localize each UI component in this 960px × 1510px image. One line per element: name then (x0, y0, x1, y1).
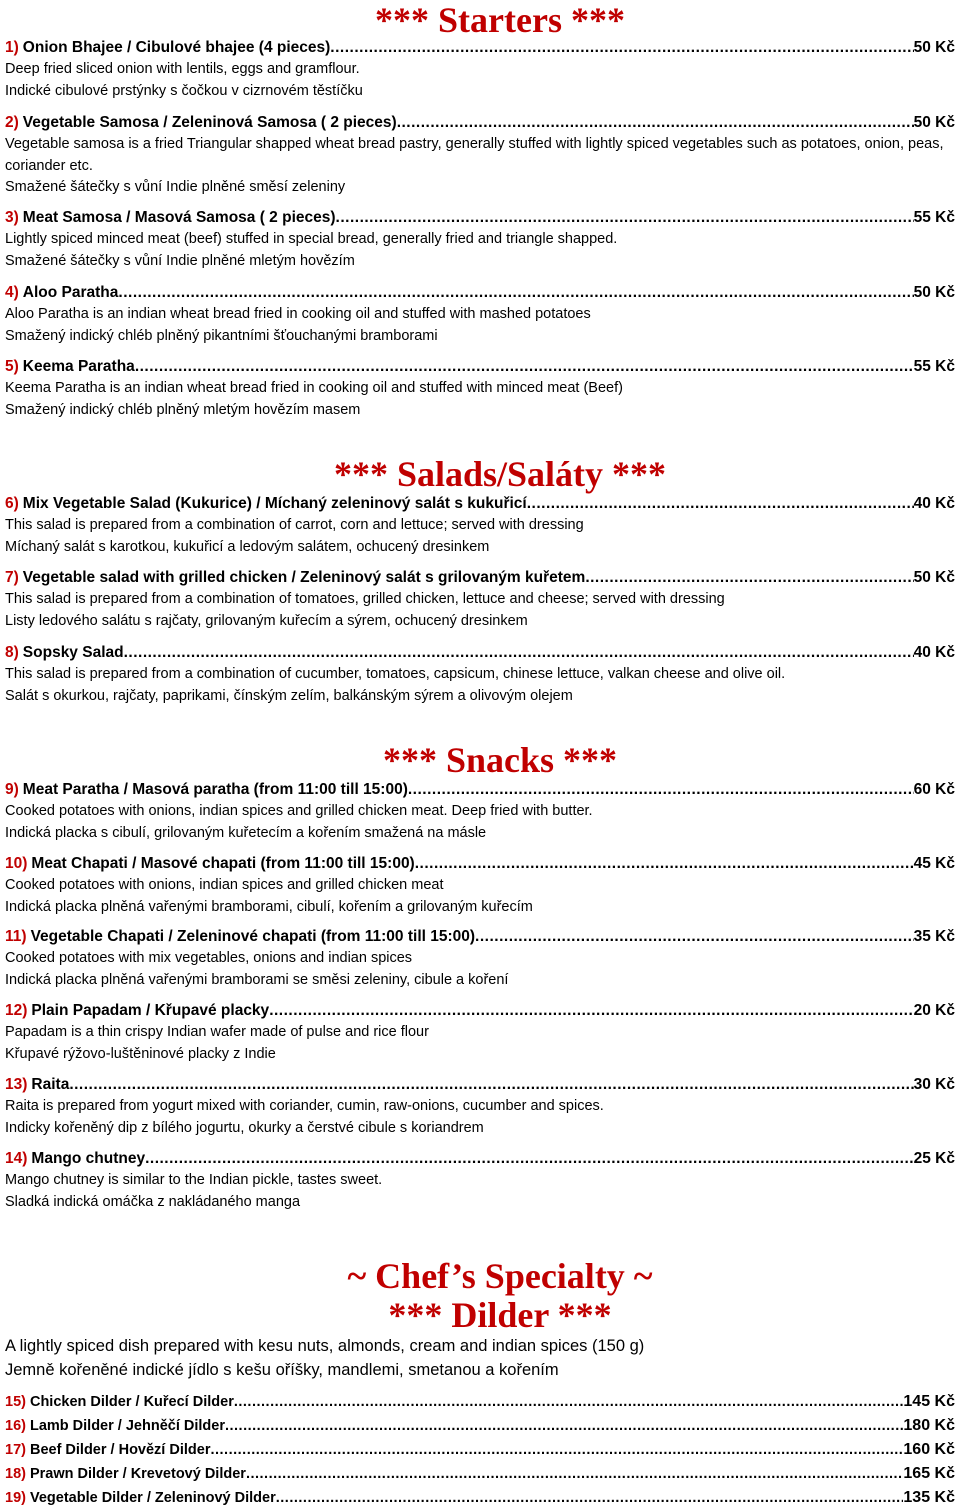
dot-leader (397, 112, 914, 134)
item-description-cz: Sladká indická omáčka z nakládaného manga (5, 1193, 301, 1210)
item-heading (5, 1074, 955, 1096)
item-description-cz: Křupavé rýžovo-luštěninové placky z Indie (5, 1045, 276, 1062)
item-price: 180 Kč (903, 1417, 955, 1434)
dot-leader (408, 779, 914, 801)
item-name: Chicken Dilder / Kuřecí Dilder (29, 1394, 234, 1410)
item-description-en: Aloo Paratha is an indian wheat bread fried in cooking oil and stuffed with mashed potatoes (5, 306, 591, 322)
dot-leader (234, 1390, 904, 1414)
item-heading (5, 207, 955, 229)
item-price: 20 Kč (913, 1002, 955, 1019)
item-number: 18) (5, 1466, 26, 1482)
item-description-en: Lightly spiced minced meat (beef) stuffed in special bread, generally fried and triangle shapped. (5, 231, 618, 247)
item-price: 25 Kč (913, 1150, 955, 1167)
item-description-en: Raita is prepared from yogurt mixed with coriander, cumin, raw-onions, cucumber and spices. (5, 1098, 604, 1114)
item-description-en: This salad is prepared from a combination of cucumber, tomatoes, capsicum, chinese lettuce, valkan cheese and olive oil. (5, 666, 786, 682)
section-title-dilder: *** Dilder *** (388, 1295, 612, 1335)
item-price: 50 Kč (913, 569, 955, 586)
item-price: 60 Kč (913, 781, 955, 798)
item-description-cz: Indicky kořeněný dip z bílého jogurtu, okurky a čerstvé cibule s koriandrem (5, 1119, 484, 1136)
item-number: 11) (5, 928, 27, 945)
section-title-starters: *** Starters *** (375, 0, 625, 40)
item-number: 15) (5, 1394, 26, 1410)
item-description-en: Cooked potatoes with mix vegetables, onions and indian spices (5, 950, 413, 966)
item-price: 145 Kč (903, 1393, 955, 1410)
menu-item (5, 493, 955, 558)
item-description-en: Papadam is a thin crispy Indian wafer made of pulse and rice flour (5, 1024, 429, 1040)
item-name: Aloo Paratha (22, 284, 119, 301)
dot-leader (145, 1148, 914, 1170)
dot-leader (135, 356, 914, 378)
item-name: Mango chutney (31, 1150, 146, 1167)
item-description-cz: Indická placka plněná vařenými bramborami, cibulí, kořením a grilovaným kuřecím (5, 898, 533, 915)
item-description-en: Keema Paratha is an indian wheat bread fried in cooking oil and stuffed with minced meat (Beef) (5, 380, 623, 396)
item-name: Vegetable Dilder / Zeleninový Dilder (29, 1490, 276, 1506)
item-description-en: Vegetable samosa is a fried Triangular shapped wheat bread pastry, generally stuffed with lightly spiced vegetables such as potatoes, onion, peas, coriander etc. (5, 136, 944, 174)
item-number: 4) (5, 284, 19, 301)
menu-item (5, 1074, 955, 1139)
item-description-en: Mango chutney is similar to the Indian pickle, tastes sweet. (5, 1172, 383, 1188)
item-price: 135 Kč (903, 1489, 955, 1506)
item-price: 40 Kč (913, 644, 955, 661)
item-price: 55 Kč (913, 209, 955, 226)
menu-item (5, 1000, 955, 1065)
item-heading (5, 567, 955, 589)
item-number: 14) (5, 1150, 28, 1167)
dilder-dish (5, 1438, 955, 1462)
item-price: 30 Kč (913, 1076, 955, 1093)
item-name: Prawn Dilder / Krevetový Dilder (29, 1466, 246, 1482)
item-name: Beef Dilder / Hovězí Dilder (29, 1442, 211, 1458)
dot-leader (475, 926, 914, 948)
dilder-intro (5, 1334, 955, 1382)
item-number: 1) (5, 39, 19, 56)
dot-leader (210, 1438, 903, 1462)
section-title-salads: *** Salads/Saláty *** (333, 454, 667, 494)
dot-leader (118, 282, 913, 304)
item-description-en: This salad is prepared from a combination of tomatoes, grilled chicken, lettuce and cheese; served with dressing (5, 591, 725, 607)
item-number: 5) (5, 358, 19, 375)
item-price: 50 Kč (913, 284, 955, 301)
dot-leader (527, 493, 914, 515)
dot-leader (269, 1000, 913, 1022)
item-description-cz: Smažený indický chléb plněný pikantními šťouchanými bramborami (5, 327, 438, 344)
dot-leader (330, 37, 913, 59)
item-number: 17) (5, 1442, 26, 1458)
item-description-en: Deep fried sliced onion with lentils, eggs and gramflour. (5, 61, 360, 77)
item-name: Onion Bhajee / Cibulové bhajee (4 pieces) (22, 39, 331, 56)
item-name: Meat Samosa / Masová Samosa ( 2 pieces) (22, 209, 336, 226)
dilder-dish (5, 1486, 955, 1510)
item-name: Raita (31, 1076, 70, 1093)
item-price: 165 Kč (903, 1465, 955, 1482)
item-number: 6) (5, 495, 19, 512)
item-price: 40 Kč (913, 495, 955, 512)
item-name: Sopsky Salad (22, 644, 124, 661)
item-description-cz: Indická placka s cibulí, grilovaným kuřetecím a kořením smažená na másle (5, 824, 487, 841)
item-number: 12) (5, 1002, 28, 1019)
item-description-cz: Salát s okurkou, rajčaty, paprikami, čínským zelím, balkánským sýrem a olivovým olejem (5, 687, 573, 704)
dilder-dish (5, 1414, 955, 1438)
item-price: 55 Kč (913, 358, 955, 375)
item-heading (5, 853, 955, 875)
item-heading (5, 112, 955, 134)
item-heading (5, 642, 955, 664)
item-description-cz: Smažené šátečky s vůní Indie plněné mletým hovězím (5, 252, 355, 269)
menu-item (5, 642, 955, 707)
item-price: 160 Kč (903, 1441, 955, 1458)
menu-item (5, 853, 955, 918)
item-heading (5, 779, 955, 801)
menu-item (5, 112, 955, 199)
item-name: Vegetable salad with grilled chicken / Zeleninový salát s grilovaným kuřetem (22, 569, 586, 586)
item-number: 16) (5, 1418, 26, 1434)
item-description-en: This salad is prepared from a combination of carrot, corn and lettuce; served with dressing (5, 517, 584, 533)
item-description-cz: Smažené šátečky s vůní Indie plněné směsí zeleniny (5, 179, 346, 195)
dot-leader (336, 207, 914, 229)
item-name: Vegetable Samosa / Zeleninová Samosa ( 2 pieces) (22, 114, 397, 131)
menu-item (5, 1148, 955, 1213)
item-name: Mix Vegetable Salad (Kukurice) / Míchaný zeleninový salát s kukuřicí (22, 495, 527, 512)
item-number: 19) (5, 1490, 26, 1506)
section-title-snacks: *** Snacks *** (382, 740, 618, 780)
dot-leader (69, 1074, 913, 1096)
item-heading (5, 37, 955, 59)
item-price: 50 Kč (913, 114, 955, 131)
item-heading (5, 926, 955, 948)
item-name: Meat Chapati / Masové chapati (from 11:00 till 15:00) (31, 855, 415, 872)
menu-item (5, 926, 955, 991)
dilder-dish (5, 1462, 955, 1486)
item-number: 7) (5, 569, 19, 586)
item-description-cz: Listy ledového salátu s rajčaty, grilovaným kuřecím a sýrem, ochucený dresinkem (5, 612, 528, 629)
dot-leader (585, 567, 913, 589)
item-description-en: Cooked potatoes with onions, indian spices and grilled chicken meat (5, 877, 444, 893)
dot-leader (225, 1414, 903, 1438)
dot-leader (246, 1462, 903, 1486)
item-heading (5, 356, 955, 378)
item-name: Plain Papadam / Křupavé placky (31, 1002, 270, 1019)
dilder-intro-cz: Jemně kořeněné indické jídlo s kešu oříšky, mandlemi, smetanou a kořením (5, 1361, 559, 1379)
menu-item (5, 567, 955, 632)
item-name: Lamb Dilder / Jehněčí Dilder (29, 1418, 225, 1434)
item-description-cz: Smažený indický chléb plněný mletým hovězím masem (5, 401, 361, 418)
item-description-cz: Indická placka plněná vařenými bramborami se směsi zeleniny, cibule a koření (5, 971, 509, 988)
dot-leader (276, 1486, 904, 1510)
item-price: 35 Kč (913, 928, 955, 945)
item-description-cz: Míchaný salát s karotkou, kukuřicí a ledovým salátem, ochucený dresinkem (5, 538, 490, 555)
dot-leader (415, 853, 914, 875)
item-number: 13) (5, 1076, 28, 1093)
item-heading (5, 1000, 955, 1022)
dilder-dish (5, 1390, 955, 1414)
item-name: Vegetable Chapati / Zeleninové chapati (from 11:00 till 15:00) (30, 928, 476, 945)
item-number: 10) (5, 855, 28, 872)
item-price: 50 Kč (913, 39, 955, 56)
menu-item (5, 282, 955, 347)
dot-leader (124, 642, 914, 664)
item-number: 3) (5, 209, 19, 226)
item-number: 9) (5, 781, 19, 798)
item-number: 8) (5, 644, 19, 661)
menu-item (5, 37, 955, 102)
item-number: 2) (5, 114, 19, 131)
menu-item (5, 207, 955, 272)
item-name: Keema Paratha (22, 358, 135, 375)
item-description-en: Cooked potatoes with onions, indian spices and grilled chicken meat. Deep fried with butter. (5, 803, 593, 819)
item-heading (5, 282, 955, 304)
item-name: Meat Paratha / Masová paratha (from 11:00 till 15:00) (22, 781, 408, 798)
item-price: 45 Kč (913, 855, 955, 872)
item-description-cz: Indické cibulové prstýnky s čočkou v cizrnovém těstíčku (5, 82, 363, 99)
menu-item (5, 779, 955, 844)
item-heading (5, 493, 955, 515)
dilder-intro-en: A lightly spiced dish prepared with kesu nuts, almonds, cream and indian spices (150 g) (5, 1337, 645, 1355)
section-title-chef-specialty: ~ Chef’s Specialty ~ (347, 1256, 653, 1296)
item-heading (5, 1148, 955, 1170)
menu-item (5, 356, 955, 421)
